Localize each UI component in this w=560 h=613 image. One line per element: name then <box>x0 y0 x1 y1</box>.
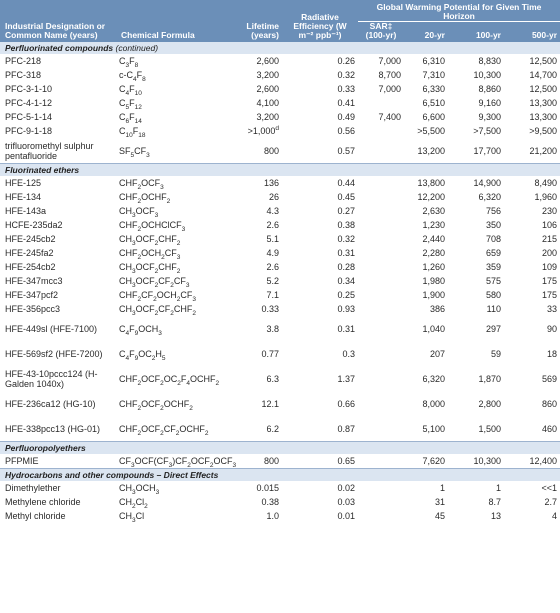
cell-gwp500: >9,500 <box>529 126 558 136</box>
cell-gwp100: 708 <box>485 234 501 244</box>
section-header <box>0 442 560 455</box>
table-row <box>0 190 560 204</box>
table-row <box>0 260 560 274</box>
cell-gwp20: 13,200 <box>417 145 445 156</box>
cell-gwp20: 6,510 <box>422 98 445 108</box>
cell-gwp100: 10,300 <box>473 70 501 80</box>
cell-gwp500: 200 <box>541 248 558 258</box>
cell-re: 0.27 <box>337 206 355 216</box>
cell-re: 0.45 <box>337 192 355 202</box>
cell-sar: 8,700 <box>378 70 401 80</box>
section-title: Fluorinated ethers <box>0 164 560 177</box>
cell-sar <box>358 302 404 316</box>
cell-name: HFE-245cb2 <box>5 234 56 244</box>
cell-formula: $C_6F_{14}$ <box>119 112 142 125</box>
cell-name: trifluoromethyl sulphur pentafluoride <box>5 140 94 161</box>
cell-re: 0.03 <box>337 497 355 507</box>
cell-gwp20: 1,900 <box>422 290 445 300</box>
table-row <box>0 176 560 190</box>
cell-gwp100: 8,830 <box>478 56 501 66</box>
cell-re: 0.41 <box>337 98 355 108</box>
cell-re: 0.49 <box>337 112 355 122</box>
cell-gwp20: 1,260 <box>422 262 445 272</box>
table-header <box>0 0 560 42</box>
cell-gwp20: 2,280 <box>422 248 445 258</box>
cell-gwp20: 8,000 <box>422 398 445 409</box>
cell-name: HFE-43-10pccc124 (H-Galden 1040x) <box>5 368 98 389</box>
cell-sar <box>358 96 404 110</box>
cell-re: 0.02 <box>337 483 355 493</box>
cell-sar <box>358 260 404 274</box>
table-row <box>0 110 560 124</box>
cell-gwp20: >5,500 <box>417 126 445 136</box>
cell-gwp100: 14,900 <box>473 178 501 188</box>
cell-formula: $CHF_2CF_2OCH_2CF_3$ <box>119 290 196 303</box>
cell-sar <box>358 481 404 495</box>
cell-lifetime: 0.38 <box>261 497 279 507</box>
header-name: Industrial Designation or Common Name (years) <box>0 0 116 42</box>
cell-gwp500: 106 <box>541 220 558 230</box>
table-row <box>0 416 560 442</box>
cell-formula: $c-C_4F_8$ <box>119 70 146 83</box>
cell-name: PFC-5-1-14 <box>5 112 53 122</box>
cell-formula: $CHF_2OCF_2OCHF_2$ <box>119 398 193 412</box>
cell-formula: $C_4F_{10}$ <box>119 84 142 97</box>
cell-formula: $C_5F_{12}$ <box>119 98 142 111</box>
table-row <box>0 124 560 138</box>
cell-gwp20: 386 <box>429 304 445 314</box>
cell-formula: $CHF_2OCF_2CF_2OCHF_2$ <box>119 423 209 437</box>
cell-sar <box>358 232 404 246</box>
table-row <box>0 232 560 246</box>
cell-gwp20: 5,100 <box>422 423 445 434</box>
cell-gwp100: 9,300 <box>478 112 501 122</box>
table-row <box>0 246 560 260</box>
cell-name: HFE-125 <box>5 178 42 188</box>
cell-sar: 7,000 <box>378 56 401 66</box>
table-row <box>0 341 560 366</box>
cell-formula: $CH_3OCF_2CHF_2$ <box>119 262 181 275</box>
cell-formula: $C_{10}F_{18}$ <box>119 126 146 139</box>
cell-re: 0.34 <box>337 276 355 286</box>
cell-sar <box>358 124 404 138</box>
table-row <box>0 391 560 416</box>
cell-gwp20: 13,800 <box>417 178 445 188</box>
cell-formula: $CH_3Cl$ <box>119 511 145 524</box>
cell-gwp500: 12,500 <box>529 56 558 66</box>
cell-formula: $C_4F_9OCH_3$ <box>119 323 162 337</box>
cell-formula: $CHF_2OCHClCF_3$ <box>119 220 186 233</box>
cell-gwp500: 569 <box>541 373 558 384</box>
cell-gwp20: 45 <box>434 511 445 521</box>
cell-gwp100: 350 <box>485 220 501 230</box>
cell-name: Dimethylether <box>5 483 61 493</box>
cell-name: HFE-134 <box>5 192 42 202</box>
cell-name: PFC-4-1-12 <box>5 98 53 108</box>
cell-lifetime: 800 <box>263 145 279 156</box>
cell-formula: $SF_5CF_3$ <box>119 145 150 159</box>
table-row <box>0 366 560 391</box>
header-500yr: 500-yr <box>504 22 560 43</box>
cell-gwp500: 14,700 <box>529 70 558 80</box>
cell-lifetime: 2.6 <box>266 262 279 272</box>
cell-name: HCFE-235da2 <box>5 220 63 230</box>
cell-re: 0.44 <box>337 178 355 188</box>
cell-gwp500: 4 <box>552 511 558 521</box>
table-row <box>0 138 560 164</box>
cell-re: 0.32 <box>337 234 355 244</box>
cell-lifetime: 2,600 <box>256 56 279 66</box>
cell-formula: $CHF_2OCHF_2$ <box>119 192 171 205</box>
cell-formula: $CHF_2OCF_3$ <box>119 178 164 191</box>
cell-lifetime: 3,200 <box>256 112 279 122</box>
cell-lifetime: 800 <box>263 456 279 466</box>
cell-sar <box>358 274 404 288</box>
cell-gwp100: 10,300 <box>473 456 501 466</box>
cell-gwp100: >7,500 <box>473 126 501 136</box>
cell-lifetime: 3.8 <box>266 323 279 334</box>
header-lifetime: Lifetime (years) <box>234 0 282 42</box>
cell-sar <box>358 218 404 232</box>
cell-name: PFC-3-1-10 <box>5 84 53 94</box>
cell-lifetime: 2,600 <box>256 84 279 94</box>
cell-gwp100: 110 <box>486 304 501 314</box>
cell-gwp500: 33 <box>547 304 558 314</box>
header-formula: Chemical Formula <box>116 0 234 42</box>
cell-re: 0.31 <box>337 248 355 258</box>
cell-sar <box>358 341 404 366</box>
cell-formula: $CH_3OCF_2CF_2CHF_2$ <box>119 304 196 317</box>
cell-gwp20: 2,440 <box>422 234 445 244</box>
cell-sar <box>358 509 404 523</box>
cell-gwp500: 90 <box>547 323 558 334</box>
cell-gwp20: 1 <box>439 483 445 493</box>
cell-gwp100: 756 <box>485 206 501 216</box>
cell-name: HFE-347mcc3 <box>5 276 63 286</box>
cell-re: 0.57 <box>337 145 355 156</box>
cell-gwp100: 1,500 <box>478 423 501 434</box>
table-row <box>0 316 560 341</box>
cell-gwp500: 13,300 <box>529 112 558 122</box>
cell-name: Methylene chloride <box>5 497 81 507</box>
cell-formula: $CH_3OCF_2CF_2CF_3$ <box>119 276 190 289</box>
cell-gwp500: <<1 <box>541 483 558 493</box>
cell-gwp500: 460 <box>541 423 558 434</box>
table-row <box>0 288 560 302</box>
table-row <box>0 274 560 288</box>
cell-gwp20: 6,320 <box>422 373 445 384</box>
cell-gwp100: 6,320 <box>478 192 501 202</box>
cell-gwp100: 1 <box>495 483 501 493</box>
cell-gwp500: 8,490 <box>534 178 558 188</box>
cell-sar: 7,000 <box>378 84 401 94</box>
cell-lifetime: 0.77 <box>261 348 279 359</box>
table-row <box>0 509 560 523</box>
cell-gwp500: 215 <box>541 234 558 244</box>
header-20yr: 20-yr <box>404 22 448 43</box>
table-row <box>0 454 560 469</box>
cell-formula: $C_3F_8$ <box>119 56 139 69</box>
cell-gwp100: 575 <box>485 276 501 286</box>
cell-gwp100: 13 <box>490 511 501 521</box>
table-row <box>0 82 560 96</box>
cell-formula: $CHF_2OCH_2CF_3$ <box>119 248 181 261</box>
table-row <box>0 302 560 316</box>
cell-lifetime: 1.0 <box>266 511 279 521</box>
cell-gwp20: 31 <box>434 497 445 507</box>
cell-formula: $C_4F_9OC_2H_5$ <box>119 348 166 362</box>
cell-name: HFE-143a <box>5 206 47 216</box>
cell-formula: $CHF_2OCF_2OC_2F_4OCHF_2$ <box>119 373 220 387</box>
cell-name: PFC-318 <box>5 70 42 80</box>
cell-sar: 7,400 <box>378 112 401 122</box>
cell-re: 0.25 <box>337 290 355 300</box>
cell-gwp20: 2,630 <box>422 206 445 216</box>
cell-name: HFE-254cb2 <box>5 262 56 272</box>
cell-lifetime: 5.1 <box>266 234 279 244</box>
cell-re: 0.28 <box>337 262 355 272</box>
cell-sar <box>358 391 404 416</box>
cell-gwp100: 8,860 <box>478 84 501 94</box>
cell-sar <box>358 316 404 341</box>
cell-lifetime: 12.1 <box>261 398 279 409</box>
cell-re: 0.56 <box>337 126 355 136</box>
cell-gwp100: 8.7 <box>488 497 501 507</box>
table-body <box>0 42 560 523</box>
cell-sar <box>358 138 404 164</box>
cell-sar <box>358 288 404 302</box>
cell-sar <box>358 204 404 218</box>
cell-gwp500: 12,500 <box>529 84 558 94</box>
cell-gwp20: 1,230 <box>422 220 445 230</box>
cell-formula: $CH_3OCF_2CHF_2$ <box>119 234 181 247</box>
header-100yr: 100-yr <box>448 22 504 43</box>
cell-lifetime: 3,200 <box>256 70 279 80</box>
cell-re: 0.93 <box>337 304 355 314</box>
cell-formula: $CH_3OCH_3$ <box>119 483 160 496</box>
cell-formula: $CH_2Cl_2$ <box>119 497 148 510</box>
cell-sar <box>358 176 404 190</box>
cell-lifetime: 5.2 <box>266 276 279 286</box>
cell-gwp500: 230 <box>541 206 558 216</box>
cell-gwp20: 207 <box>429 348 445 359</box>
cell-name: HFE-449sl (HFE-7100) <box>5 323 98 334</box>
cell-gwp500: 13,300 <box>529 98 558 108</box>
cell-gwp100: 1,870 <box>478 373 501 384</box>
section-title: Perfluorinated compounds (continued) <box>0 42 560 54</box>
cell-gwp100: 2,800 <box>478 398 501 409</box>
table-row <box>0 96 560 110</box>
cell-re: 0.31 <box>337 323 355 334</box>
cell-lifetime: >1,000$^d$ <box>247 125 279 136</box>
cell-name: PFC-9-1-18 <box>5 126 53 136</box>
cell-re: 0.01 <box>337 511 355 521</box>
cell-gwp500: 2.7 <box>544 497 558 507</box>
cell-gwp100: 59 <box>490 348 501 359</box>
cell-name: HFE-569sf2 (HFE-7200) <box>5 348 103 359</box>
cell-gwp20: 6,600 <box>422 112 445 122</box>
cell-gwp100: 580 <box>485 290 501 300</box>
table-row <box>0 204 560 218</box>
header-radiative-efficiency: Radiative Efficiency (W m⁻² ppb⁻¹) <box>282 0 358 42</box>
cell-sar <box>358 190 404 204</box>
cell-lifetime: 6.3 <box>266 373 279 384</box>
cell-name: Methyl chloride <box>5 511 66 521</box>
header-gwp-title: Global Warming Potential for Given Time Horizon <box>358 0 560 22</box>
cell-re: 0.66 <box>337 398 355 409</box>
cell-formula: $CH_3OCF_3$ <box>119 206 159 219</box>
cell-sar <box>358 416 404 442</box>
cell-re: 0.3 <box>342 348 355 359</box>
cell-lifetime: 4.9 <box>266 248 279 258</box>
cell-name: PFC-218 <box>5 56 42 66</box>
cell-gwp500: 12,400 <box>529 456 558 466</box>
cell-sar <box>358 454 404 469</box>
cell-gwp500: 109 <box>541 262 558 272</box>
table-row <box>0 218 560 232</box>
cell-re: 0.38 <box>337 220 355 230</box>
cell-gwp100: 17,700 <box>473 145 501 156</box>
cell-lifetime: 0.33 <box>261 304 279 314</box>
section-header <box>0 469 560 482</box>
cell-gwp20: 7,310 <box>422 70 445 80</box>
cell-gwp500: 860 <box>541 398 558 409</box>
cell-name: HFE-236ca12 (HG-10) <box>5 398 96 409</box>
cell-sar <box>358 495 404 509</box>
cell-re: 1.37 <box>337 373 355 384</box>
cell-re: 0.65 <box>337 456 355 466</box>
cell-name: HFE-347pcf2 <box>5 290 59 300</box>
cell-gwp500: 1,960 <box>534 192 558 202</box>
cell-lifetime: 4,100 <box>256 98 279 108</box>
cell-lifetime: 7.1 <box>266 290 279 300</box>
cell-gwp20: 7,620 <box>422 456 445 466</box>
section-title: Perfluoropolyethers <box>0 442 560 455</box>
cell-gwp100: 659 <box>485 248 501 258</box>
cell-lifetime: 4.3 <box>266 206 279 216</box>
cell-gwp100: 297 <box>485 323 501 334</box>
cell-lifetime: 2.6 <box>266 220 279 230</box>
cell-re: 0.33 <box>337 84 355 94</box>
section-header <box>0 164 560 177</box>
cell-re: 0.32 <box>337 70 355 80</box>
cell-name: HFE-245fa2 <box>5 248 54 258</box>
cell-sar <box>358 246 404 260</box>
cell-gwp500: 175 <box>541 276 558 286</box>
cell-name: HFE-338pcc13 (HG-01) <box>5 423 101 434</box>
cell-lifetime: 0.015 <box>256 483 279 493</box>
table-row <box>0 495 560 509</box>
section-header <box>0 42 560 54</box>
cell-lifetime: 6.2 <box>266 423 279 434</box>
table-row <box>0 54 560 68</box>
cell-re: 0.87 <box>337 423 355 434</box>
cell-gwp20: 1,040 <box>422 323 445 334</box>
cell-gwp20: 6,330 <box>422 84 445 94</box>
cell-gwp20: 1,980 <box>422 276 445 286</box>
cell-sar <box>358 366 404 391</box>
cell-lifetime: 26 <box>268 192 279 202</box>
cell-gwp500: 175 <box>541 290 558 300</box>
cell-gwp100: 359 <box>485 262 501 272</box>
cell-gwp500: 21,200 <box>529 145 558 156</box>
cell-name: HFE-356pcc3 <box>5 304 61 314</box>
cell-re: 0.26 <box>337 56 355 66</box>
table-row <box>0 68 560 82</box>
cell-formula: $CF_3OCF(CF_3)CF_2OCF_2OCF_3$ <box>119 456 237 469</box>
header-sar: SAR‡ (100-yr) <box>358 22 404 43</box>
cell-gwp500: 18 <box>547 348 558 359</box>
section-title: Hydrocarbons and other compounds – Direct Effects <box>0 469 560 482</box>
cell-gwp100: 9,160 <box>478 98 501 108</box>
cell-gwp20: 6,310 <box>422 56 445 66</box>
cell-name: PFPMIE <box>5 456 39 466</box>
table-row <box>0 481 560 495</box>
cell-lifetime: 136 <box>263 178 279 188</box>
cell-gwp20: 12,200 <box>417 192 445 202</box>
